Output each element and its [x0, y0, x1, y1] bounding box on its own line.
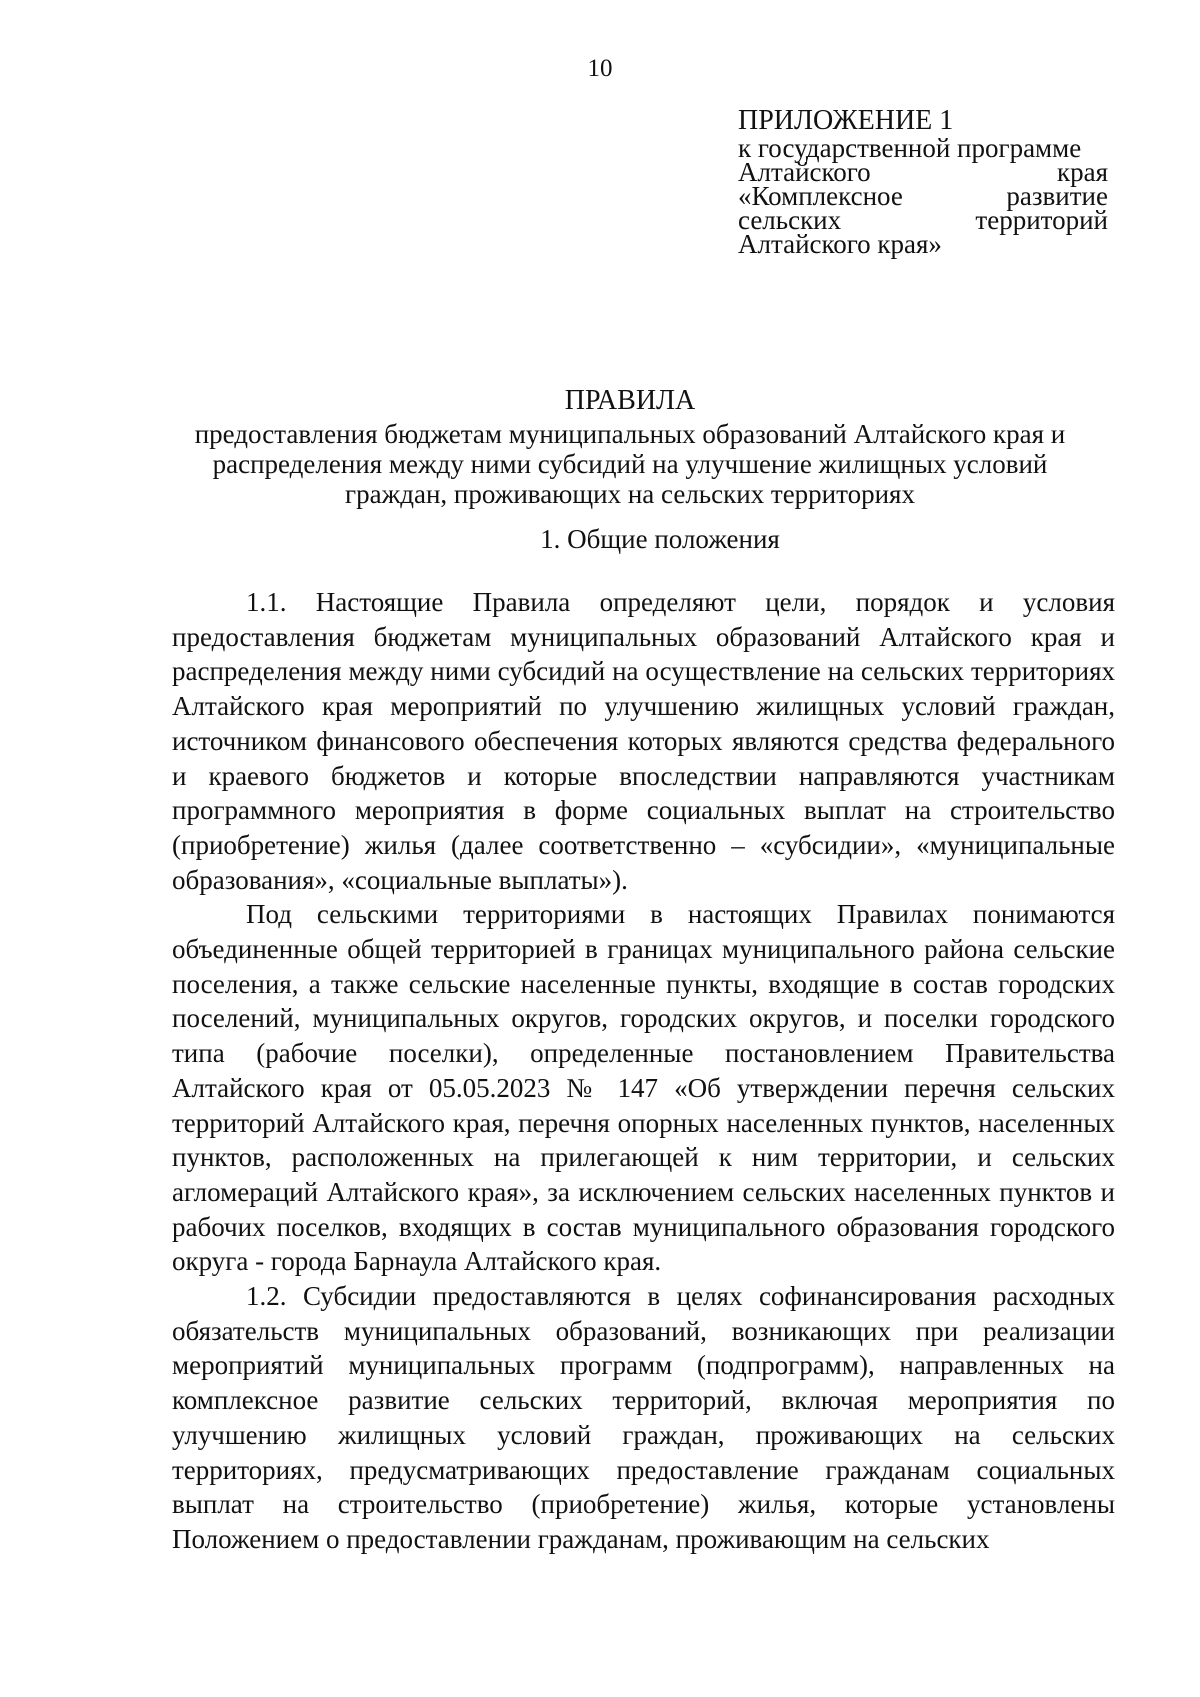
paragraph: 1.2. Субсидии предоставляются в целях софинансирования расходных обязательств муниципальных образований, возникающих при реализации мероприятий муниципальных программ (подпрограмм), направленных на комплексное развитие сельских территорий, включая мероприятия по улучшению жилищных условий граждан, проживающих на сельских территориях, предусматривающих предоставление гражданам социальных выплат на строительство (приобретение) жилья, которые установлены Положением о предоставлении гражданам, проживающим на сельских: [172, 1281, 1115, 1554]
appendix-text: края: [1056, 157, 1108, 187]
appendix-text: развитие: [1006, 181, 1108, 211]
section-heading: 1. Общие положения: [540, 524, 780, 554]
appendix-text: сельских: [738, 205, 842, 235]
appendix-title: ПРИЛОЖЕНИЕ 1: [738, 105, 954, 136]
document-subtitle-line: распределения между ними субсидий на улучшение жилищных условий: [212, 449, 1048, 479]
document-title: ПРАВИЛА: [564, 385, 696, 416]
page-number: 10: [587, 55, 613, 82]
appendix-text: к государственной программе: [738, 133, 1082, 163]
paragraph: Под сельскими территориями в настоящих Правилах понимаются объединенные общей территорией в границах муниципального района сельские поселения, а также сельские населенные пункты, входящие в состав городских поселений, муниципальных округов, городских округов, и поселки городского типа (рабочие поселки), определенные постановлением Правительства Алтайского края от 05.05.2023 № 147 «Об утверждении перечня сельских территорий Алтайского края, перечня опорных населенных пунктов, населенных пунктов, расположенных на прилегающей к ним территории, и сельских агломераций Алтайского края», за исключением сельских населенных пунктов и рабочих поселков, входящих в состав муниципального образования городского округа - города Барнаула Алтайского края.: [172, 899, 1115, 1277]
body-text: [172, 585, 1115, 1557]
document-title-block: [160, 383, 1100, 509]
paragraph: 1.1. Настоящие Правила определяют цели, порядок и условия предоставления бюджетам муниципальных образований Алтайского края и распределения между ними субсидий на осуществление на сельских территориях Алтайского края мероприятий по улучшению жилищных условий граждан, источником финансового обеспечения которых являются средства федерального и краевого бюджетов и которые впоследствии направляются участникам программного мероприятия в форме социальных выплат на строительство (приобретение) жилья (далее соответственно – «субсидии», «муниципальные образования», «социальные выплаты»).: [172, 587, 1115, 895]
appendix-text: территорий: [975, 205, 1108, 235]
appendix-text: «Комплексное: [738, 181, 903, 211]
document-subtitle-line: граждан, проживающих на сельских территориях: [345, 479, 915, 509]
appendix-block: [738, 105, 1108, 259]
appendix-line: [738, 229, 1108, 259]
document-subtitle-line: предоставления бюджетам муниципальных образований Алтайского края и: [194, 419, 1066, 449]
appendix-text: Алтайского края»: [738, 229, 942, 259]
appendix-text: Алтайского: [738, 157, 871, 187]
